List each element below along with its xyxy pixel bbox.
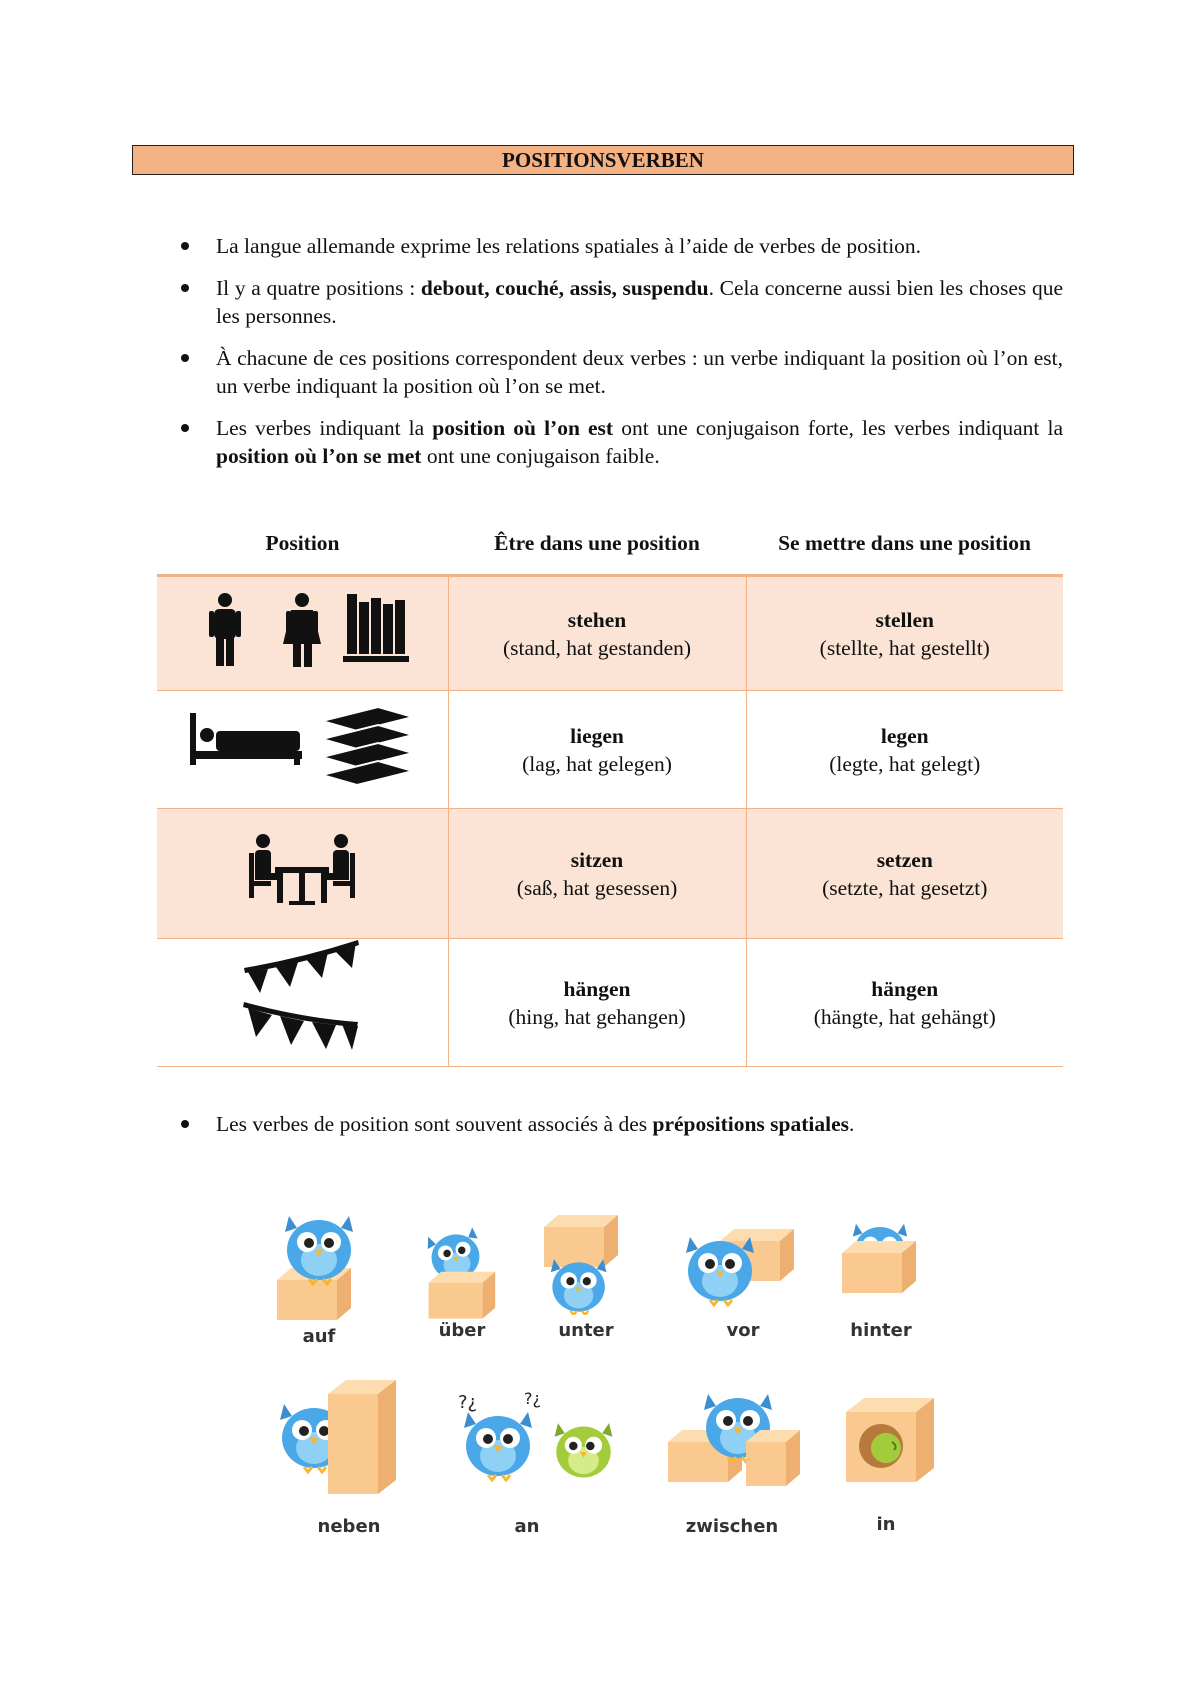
- owl-zwischen-icon: [668, 1382, 818, 1502]
- prep-an: an: [514, 1516, 540, 1537]
- owl-an-icon: [458, 1386, 618, 1496]
- bullet-item: Les verbes indiquant la position où l’on est ont une conjugaison forte, les verbes indiquant la position où l’on se met ont une conjugaison faible.: [177, 414, 1063, 470]
- be-verb-cell: [448, 809, 746, 939]
- be-verb-cell: [448, 691, 746, 809]
- verb-forms: (lag, hat gelegen): [522, 751, 672, 776]
- svg-text:?¿: ?¿: [524, 1389, 541, 1408]
- bullet-item: La langue allemande exprime les relations spatiales à l’aide de verbes de position.: [177, 232, 1063, 260]
- owl-in-icon: [842, 1396, 942, 1492]
- prep-in: in: [876, 1514, 896, 1535]
- verb-forms: (stand, hat gestanden): [502, 635, 692, 660]
- be-verb-cell: [448, 576, 746, 691]
- sitting-icon: [157, 809, 448, 939]
- verb-setzen: setzen: [876, 847, 933, 872]
- put-verb-cell: [746, 939, 1063, 1067]
- standing-icon: [157, 576, 448, 691]
- prep-auf: auf: [302, 1326, 336, 1347]
- prep-hinter: hinter: [850, 1320, 912, 1341]
- owl-vor-icon: [680, 1225, 810, 1325]
- table-row: [157, 809, 1063, 939]
- hanging-icon: [157, 939, 448, 1067]
- prep-zwischen: zwischen: [685, 1516, 779, 1537]
- lying-icon: [157, 691, 448, 809]
- positions-table: [157, 520, 1063, 1067]
- header-put-in-position: Se mettre dans une position: [746, 520, 1063, 576]
- verb-legen: legen: [880, 723, 929, 748]
- verb-forms: (hing, hat gehangen): [508, 1004, 686, 1029]
- put-verb-cell: [746, 576, 1063, 691]
- bullet-item: Il y a quatre positions : debout, couché, assis, suspendu. Cela concerne aussi bien les choses que les personnes.: [177, 274, 1063, 330]
- owl-ueber-icon: [425, 1225, 515, 1320]
- svg-text:?¿: ?¿: [458, 1392, 478, 1413]
- verb-liegen: liegen: [570, 723, 624, 748]
- page-title: POSITIONSVERBEN: [132, 145, 1074, 175]
- prep-unter: unter: [558, 1320, 614, 1341]
- table-row: [157, 691, 1063, 809]
- verb-stellen: stellen: [875, 607, 935, 632]
- verb-forms: (saß, hat gesessen): [516, 875, 678, 900]
- put-verb-cell: [746, 809, 1063, 939]
- verb-sitzen: sitzen: [570, 847, 624, 872]
- owl-neben-icon: [278, 1380, 418, 1500]
- verb-haengen: hängen: [563, 976, 631, 1001]
- put-verb-cell: [746, 691, 1063, 809]
- be-verb-cell: [448, 939, 746, 1067]
- verb-stehen: stehen: [567, 607, 627, 632]
- prep-neben: neben: [317, 1516, 381, 1537]
- verb-haengen: hängen: [871, 976, 939, 1001]
- verb-forms: (legte, hat gelegt): [829, 751, 981, 776]
- owl-hinter-icon: [838, 1215, 938, 1315]
- owl-auf-icon: [275, 1210, 375, 1320]
- intro-bullet-list: [177, 232, 1063, 484]
- header-position: Position: [157, 520, 448, 576]
- prep-vor: vor: [726, 1320, 760, 1341]
- owl-unter-icon: [540, 1215, 630, 1315]
- prep-ueber: über: [438, 1320, 486, 1341]
- verb-forms: (setzte, hat gesetzt): [822, 875, 988, 900]
- table-row: [157, 576, 1063, 691]
- header-be-in-position: Être dans une position: [448, 520, 746, 576]
- prepositions-bullet: Les verbes de position sont souvent associés à des prépositions spatiales.: [177, 1110, 1063, 1138]
- verb-forms: (stellte, hat gestellt): [819, 635, 990, 660]
- table-row: [157, 939, 1063, 1067]
- verb-forms: (hängte, hat gehängt): [813, 1004, 996, 1029]
- bullet-item: À chacune de ces positions correspondent deux verbes : un verbe indiquant la position où l’on est, un verbe indiquant la position où l’on se met.: [177, 344, 1063, 400]
